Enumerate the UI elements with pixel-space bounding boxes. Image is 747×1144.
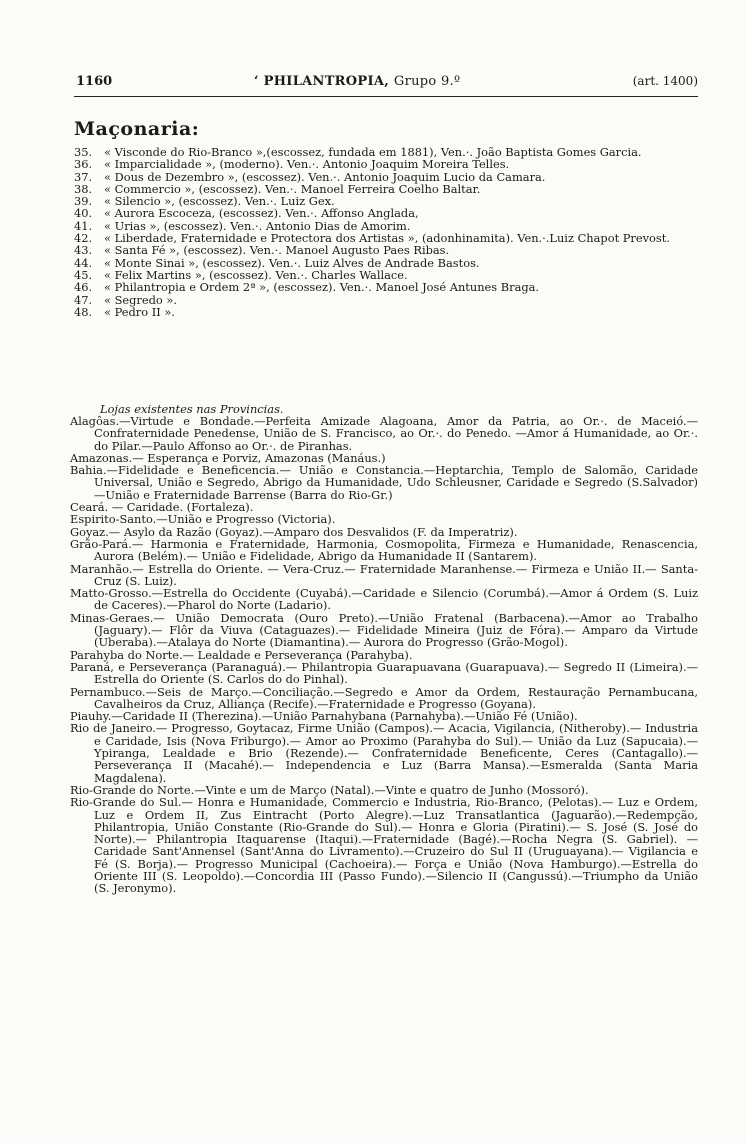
- lodge-number: 48.: [74, 304, 93, 319]
- running-title: [254, 74, 460, 89]
- province-entry-maranhao: Maranhão.— Estrella do Oriente. — Vera-Cruz.— Fraternidade Maranhense.— Firmeza e União II.— Santa-Cruz (S. Luiz).: [70, 561, 698, 588]
- lodge-number: 36.: [74, 157, 93, 172]
- lodge-item: [74, 306, 698, 318]
- page-number: 1160: [76, 74, 113, 89]
- lodge-number: 42.: [74, 231, 93, 246]
- lodge-text: « Imparcialidade », (moderno). Ven.·. Antonio Joaquim Moreira Telles.: [104, 157, 510, 172]
- province-entry-alagoas: Alagôas.—Virtude e Bondade.—Perfeita Amizade Alagoana, Amor da Patria, ao Or.·. de Maceió.—Confraternidade Penedense, União de S. Francisco, ao Or.·. do Penedo. —Amor á Humanidade, ao Or.·. do Pilar.—Paulo Affonso ao Or.·. de Piranhas.: [70, 414, 698, 453]
- province-entry-rio-de-janeiro: Rio de Janeiro.— Progresso, Goytacaz, Firme União (Campos).— Acacia, Vigilancia, (Nitheroby).— Industria e Caridade, Isis (Nova Friburgo).— Amor ao Proximo (Parahyba do Sul).— União da Luz (Sapucaia).— Ypiranga, Lealdade e Brio (Rezende).— Confraternidade Beneficente, Ceres (Cantagallo).— Perseverança II (Macahé).— Independencia e Luz (Barra Mansa).—Esmeralda (Santa Maria Magdalena).: [70, 721, 698, 785]
- province-entry-minas-geraes: Minas-Geraes.— União Democrata (Ouro Preto).—União Fratenal (Barbacena).—Amor ao Trabalho (Jaguary).— Flôr da Viuva (Cataguazes).— Fidelidade Mineira (Juiz de Fóra).— Amparo da Virtude (Uberaba).—Atalaya do Norte (Diamantina).— Aurora do Progresso (Grão-Mogol).: [70, 610, 698, 650]
- running-title-text: ‘ PHILANTROPIA,: [254, 74, 390, 89]
- lodge-number: 40.: [74, 206, 93, 221]
- lodge-text: « Monte Sinai », (escossez). Ven.·. Luiz Alves de Andrade Bastos.: [104, 255, 480, 270]
- lodge-list: [74, 146, 698, 318]
- lodge-text: « Aurora Escoceza, (escossez). Ven.·. Affonso Anglada,: [104, 206, 419, 221]
- article-reference: (art. 1400): [632, 74, 698, 88]
- lodge-number: 45.: [74, 267, 93, 282]
- lodge-number: 38.: [74, 181, 93, 196]
- lodge-text: « Liberdade, Fraternidade e Protectora dos Artistas », (adonhinamita). Ven.·.Luiz Chapot Prevost.: [104, 231, 670, 246]
- provinces-heading: Lojas existentes nas Provincias.: [100, 402, 284, 416]
- lodge-text: « Visconde do Rio-Branco »,(escossez, fundada em 1881), Ven.·. João Baptista Gomes Garcia.: [104, 145, 642, 159]
- section-title: Maçonaria:: [74, 118, 200, 140]
- lodge-text: « Segredo ».: [104, 292, 177, 307]
- province-entry-grao-para: Grão-Pará.— Harmonia e Fraternidade, Harmonia, Cosmopolita, Firmeza e Humanidade, Renascencia, Aurora (Belém).— União e Fidelidade, Abrigo da Humanidade II (Santarem).: [70, 536, 698, 564]
- lodge-text: « Urias », (escossez). Ven.·. Antonio Dias de Amorim.: [104, 218, 411, 233]
- province-entry-parana: Paraná, e Perseverança (Paranaguá).— Philantropia Guarapuavana (Guarapuava).— Segredo II (Limeira).— Estrella do Oriente (S. Carlos do do Pinhal).: [70, 659, 698, 687]
- province-entry-pernambuco: Pernambuco.—Seis de Março.—Conciliação.—Segredo e Amor da Ordem, Restauração Pernambucana, Cavalheiros da Cruz, Alliança (Recife).—Fraternidade e Progresso (Goyana).: [70, 684, 698, 711]
- province-list: [70, 415, 698, 895]
- lodge-number: 37.: [74, 169, 93, 184]
- lodge-number: 46.: [74, 280, 93, 295]
- province-entry-rio-grande-do-sul: Rio-Grande do Sul.— Honra e Humanidade, Commercio e Industria, Rio-Branco, (Pelotas).— Luz e Ordem, Luz e Ordem II, Zus Eintracht (Porto Alegre).—Luz Transatlantica (Jaguarão).—Redempção, Philantropia, União Constante (Rio-Grande do Sul).— Honra e Gloria (Piratini).— S. José (S. José do Norte).— Philantropia Itaquarense (Itaqui).—Fraternidade (Bagé).—Rocha Negra (S. Gabriel). — Caridade Sant'Annensel (Sant'Anna do Livramento).—Cruzeiro do Sul II (Uruguayana).— Vigilancia e Fé (S. Borja).— Progresso Municipal (Cachoeira).— Força e União (Nova Hamburgo).—Estrella do Oriente III (S. Leopoldo).—Concordia III (Passo Fundo).—Silencio II (Cangussú).—Triumpho da União (S. Jeronymo).: [70, 795, 698, 896]
- lodge-number: 35.: [74, 145, 93, 159]
- province-entry-parahyba: Parahyba do Norte.— Lealdade e Perseverança (Parahyba).: [70, 647, 413, 662]
- group-label: Grupo 9.º: [393, 74, 461, 89]
- header-rule: [74, 96, 698, 97]
- province-entry-ceara: Ceará. — Caridade. (Fortaleza).: [70, 500, 254, 515]
- lodge-number: 44.: [74, 255, 93, 270]
- lodge-number: 41.: [74, 218, 93, 233]
- lodge-text: « Philantropia e Ordem 2ª », (escossez). Ven.·. Manoel José Antunes Braga.: [104, 280, 540, 295]
- lodge-text: « Silencio », (escossez). Ven.·. Luiz Gex.: [104, 194, 335, 209]
- page-header: [74, 74, 698, 94]
- document-page: [70, 74, 698, 896]
- province-entry-amazonas: Amazonas.— Esperança e Porviz, Amazonas (Manáus.): [70, 450, 386, 465]
- lodge-text: « Felix Martins », (escossez). Ven.·. Charles Wallace.: [104, 267, 408, 282]
- province-entry-rio-grande-do-norte: Rio-Grande do Norte.—Vinte e um de Março (Natal).—Vinte e quatro de Junho (Mossoró).: [70, 782, 589, 797]
- lodge-number: 43.: [74, 243, 93, 258]
- province-entry-espirito-santo: Espirito-Santo.—União e Progresso (Victoria).: [70, 512, 336, 527]
- lodge-number: 47.: [74, 292, 93, 307]
- lodge-text: « Dous de Dezembro », (escossez). Ven.·. Antonio Joaquim Lucio da Camara.: [104, 169, 546, 184]
- lodge-text: « Commercio », (escossez). Ven.·. Manoel Ferreira Coelho Baltar.: [104, 181, 481, 196]
- province-entry-matto-grosso: Matto-Grosso.—Estrella do Occidente (Cuyabá).—Caridade e Silencio (Corumbá).—Amor á Ordem (S. Luiz de Caceres).—Pharol do Norte (Ladario).: [70, 586, 698, 613]
- province-entry-bahia: Bahia.—Fidelidade e Beneficencia.— União e Constancia.—Heptarchia, Templo de Salomão, Caridade Universal, União e Segredo, Abrigo da Humanidade, Udo Schleusner, Caridade e Segredo (S.Salvador)—União e Fraternidade Barrense (Barra do Rio-Gr.): [70, 463, 698, 502]
- lodge-text: « Santa Fé », (escossez). Ven.·. Manoel Augusto Paes Ribas.: [104, 243, 450, 258]
- province-entry-piauhy: Piauhy.—Caridade II (Therezina).—União Parnahybana (Parnahyba).—União Fé (União).: [70, 709, 578, 724]
- lodge-number: 39.: [74, 194, 93, 209]
- lodge-text: « Pedro II ».: [104, 304, 175, 319]
- province-entry-goyaz: Goyaz.— Asylo da Razão (Goyaz).—Amparo dos Desvalidos (F. da Imperatriz).: [70, 524, 518, 539]
